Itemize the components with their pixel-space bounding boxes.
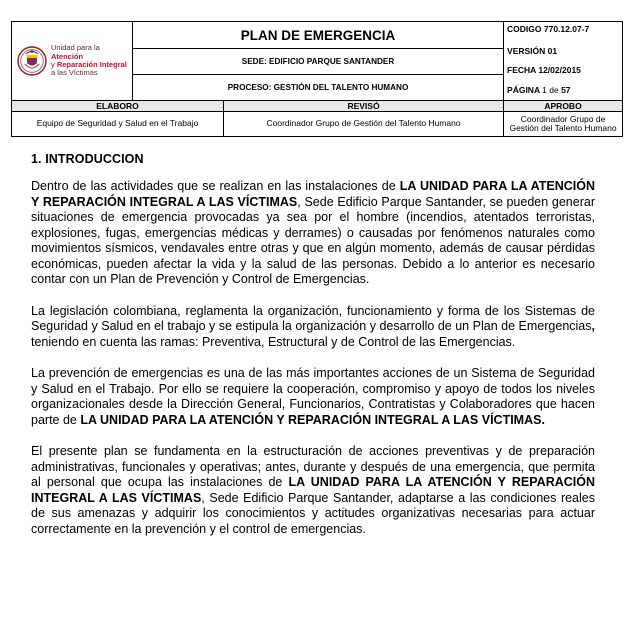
- document-metadata: [504, 22, 623, 101]
- aprobo-header: APROBO: [504, 101, 623, 112]
- document-version: VERSIÓN 01: [507, 45, 558, 56]
- document-header: [11, 21, 623, 137]
- organization-logo: [12, 22, 132, 100]
- colombia-coat-of-arms-icon: [17, 46, 47, 76]
- sede-label: SEDE: EDIFICIO PARQUE SANTANDER: [133, 49, 504, 75]
- aprobo-value: Coordinador Grupo de Gestión del Talento Humano: [504, 112, 623, 137]
- paragraph-4: El presente plan se fundamenta en la estructuración de acciones preventivas y de preparación administrativas, funcionales y operativas; antes, durante y después de una emergencia, que permita al personal que ocupa las instalaciones de LA UNIDAD PARA LA ATENCIÓN Y REPARACIÓN INTEGRAL A LAS VÍCTIMAS, Sede Edificio Parque Santander, adaptarse a las condiciones reales de sus amenazas y adquirir los conocimientos y actitudes organizativas necesarias para actuar correctamente en la prevención y el control de emergencias.: [31, 444, 595, 536]
- logo-wordmark: Unidad para la Atención y Reparación Integral a las Víctimas: [51, 43, 127, 78]
- section-heading: 1. INTRODUCCION: [31, 152, 144, 166]
- paragraph-1: Dentro de las actividades que se realizan en las instalaciones de LA UNIDAD PARA LA ATENCIÓN Y REPARACIÓN INTEGRAL A LAS VÍCTIMAS, Sede Edificio Parque Santander, se pueden generar situaciones de emergencia provocadas ya sea por el hombre (incendios, atentados terroristas, explosiones, fugas, emergencias médicas y derrames) o causadas por fenómenos naturales como movimientos sísmicos, vendavales entre otras y que en algún momento, además de causar pérdidas económicas, pueden afectar la vida y la salud de las personas. Debido a lo anterior es necesario contar con un Plan de Prevención y Control de Emergencias.: [31, 179, 596, 286]
- elaboro-header: ELABORO: [12, 101, 224, 112]
- paragraph-2: La legislación colombiana, reglamenta la organización, funcionamiento y forma de los Sistemas de Seguridad y Salud en el trabajo y se estipula la organización y desarrollo de un Plan de Emergencias, teniendo en cuenta las ramas: Preventiva, Estructural y de Control de las Emergencias.: [31, 303, 595, 349]
- proceso-label: PROCESO: GESTIÓN DEL TALENTO HUMANO: [133, 75, 504, 101]
- reviso-value: Coordinador Grupo de Gestión del Talento Humano: [224, 112, 504, 137]
- document-body: [31, 152, 595, 553]
- elaboro-value: Equipo de Seguridad y Salud en el Trabajo: [12, 112, 224, 137]
- reviso-header: REVISÓ: [224, 101, 504, 112]
- document-date: FECHA 12/02/2015: [507, 65, 581, 75]
- document-code: CODIGO 770.12.07-7: [507, 24, 590, 34]
- paragraph-3: La prevención de emergencias es una de las más importantes acciones de un Sistema de Seguridad y Salud en el Trabajo. Por ello se requiere la cooperación, compromiso y apoyo de todos los niveles organizacionales desde la Dirección General, Funcionarios, Contratistas y Colaboradores que hacen parte de LA UNIDAD PARA LA ATENCIÓN Y REPARACIÓN INTEGRAL A LAS VÍCTIMAS.: [31, 366, 595, 427]
- page-number: PÁGINA 1 de 57: [507, 84, 571, 95]
- document-title: PLAN DE EMERGENCIA: [133, 22, 504, 49]
- logo-cell: [12, 22, 133, 101]
